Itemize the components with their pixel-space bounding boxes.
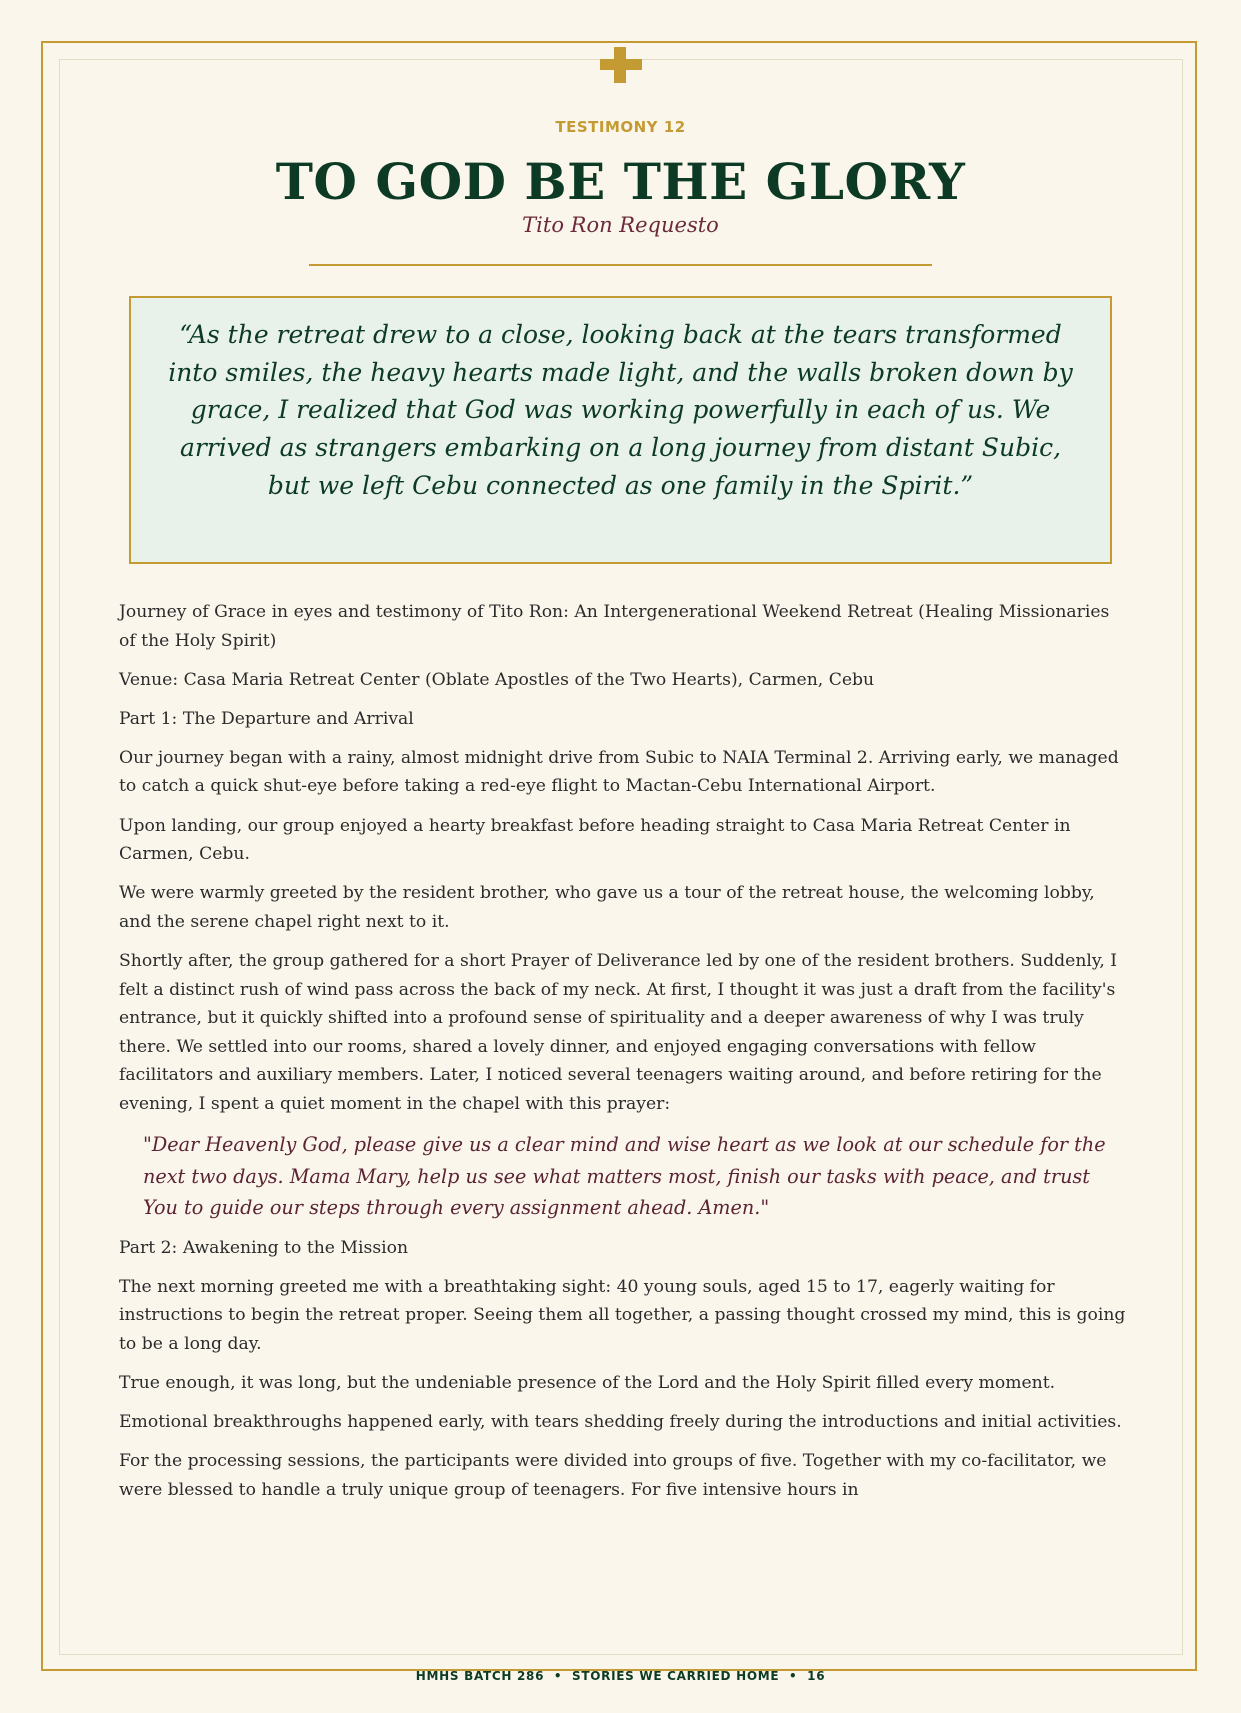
testimony-label: TESTIMONY 12: [555, 118, 686, 136]
prayer-quote: "Dear Heavenly God, please give us a clear mind and wise heart as we look at our schedule for the next two days. Mama Mary, help us see what matters most, finish our tasks with peace, and trust You to guide our steps through every assignment ahead. Amen.": [143, 1133, 1106, 1219]
paragraph: Emotional breakthroughs happened early, with tears shedding freely during the introductions and initial activities.: [119, 1411, 1122, 1432]
page-footer: HMHS BATCH 286 • STORIES WE CARRIED HOME • 16: [415, 1669, 826, 1683]
author-name: Tito Ron Requesto: [522, 213, 719, 237]
paragraph: Upon landing, our group enjoyed a hearty breakfast before heading straight to Casa Maria Retreat Center in Carmen, Cebu.: [119, 815, 1071, 865]
paragraph: Shortly after, the group gathered for a short Prayer of Deliverance led by one of the resident brothers. Suddenly, I felt a distinct rush of wind pass across the back of my neck. At first, I thought it was just a draft from the facility's entrance, but it quickly shifted into a profound sense of spirituality and a deeper awareness of why I was truly there. We settled into our rooms, shared a lovely dinner, and enjoyed engaging conversations with fellow facilitators and auxiliary members. Later, I noticed several teenagers waiting around, and before retiring for the evening, I spent a quiet moment in the chapel with this prayer:: [119, 950, 1118, 1114]
article-body: [119, 598, 1129, 1515]
paragraph-venue: Venue: Casa Maria Retreat Center (Oblate Apostles of the Two Hearts), Carmen, Cebu: [119, 669, 875, 690]
paragraph: Our journey began with a rainy, almost midnight drive from Subic to NAIA Terminal 2. Arriving early, we managed to catch a quick shut-eye before taking a red-eye flight to Mactan-Cebu International Airport.: [119, 747, 1119, 797]
section-heading-part-1: Part 1: The Departure and Arrival: [119, 708, 414, 729]
paragraph: We were warmly greeted by the resident brother, who gave us a tour of the retreat house, the welcoming lobby, and the serene chapel right next to it.: [119, 883, 1095, 932]
section-heading-part-2: Part 2: Awakening to the Mission: [119, 1237, 409, 1258]
paragraph: For the processing sessions, the participants were divided into groups of five. Together with my co-facilitator, we were blessed to handle a truly unique group of teenagers. For five intensive hours in: [119, 1451, 1107, 1500]
title-divider: [309, 264, 932, 266]
cross-icon: [600, 47, 642, 83]
paragraph: True enough, it was long, but the undeniable presence of the Lord and the Holy Spirit filled every moment.: [119, 1372, 1056, 1393]
paragraph: The next morning greeted me with a breathtaking sight: 40 young souls, aged 15 to 17, eagerly waiting for instructions to begin the retreat proper. Seeing them all together, a passing thought crossed my mind, this is going to be a long day.: [119, 1276, 1126, 1354]
pull-quote: “As the retreat drew to a close, looking back at the tears transformed into smiles, the heavy hearts made light, and the walls broken down by grace, I realized that God was working powerfully in each of us. We arrived as strangers embarking on a long journey from distant Subic, but we left Cebu connected as one family in the Spirit.”: [168, 320, 1073, 500]
paragraph-intro: Journey of Grace in eyes and testimony of Tito Ron: An Intergenerational Weekend Retreat (Healing Missionaries of the Holy Spirit): [119, 602, 1110, 651]
page-title: TO GOD BE THE GLORY: [275, 152, 966, 211]
